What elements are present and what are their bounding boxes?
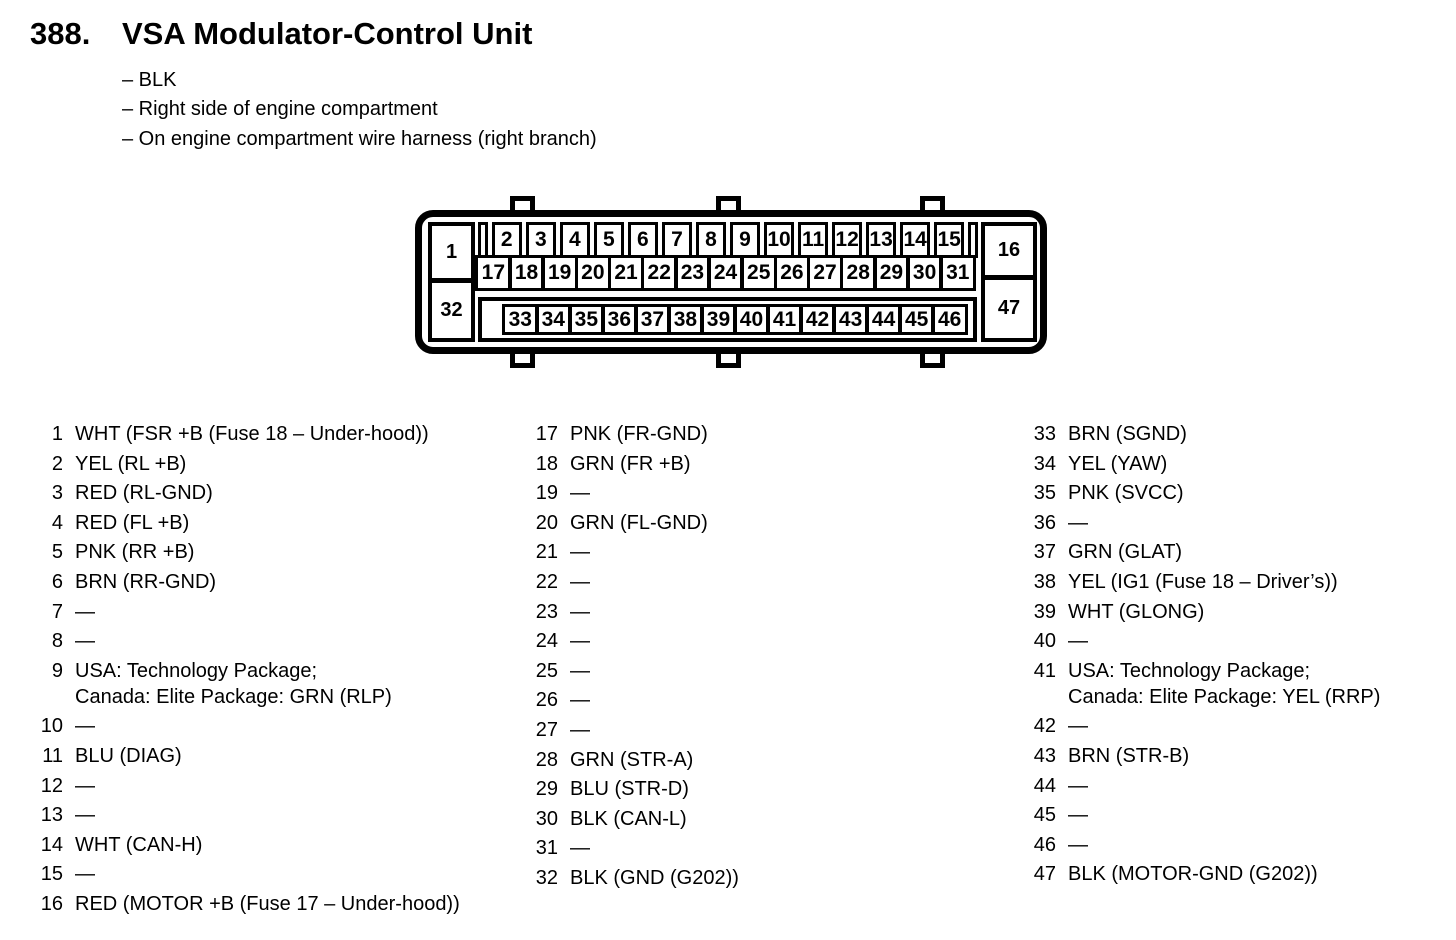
- connector-pin-7: 7: [662, 222, 693, 258]
- pin-description: BRN (RR-GND): [75, 570, 217, 593]
- pin-number: 12: [40, 774, 63, 797]
- pin-number: 2: [51, 452, 63, 475]
- connector-row-1: [478, 222, 978, 258]
- pin-description: —: [570, 718, 590, 741]
- pin-row-40: [1029, 628, 1380, 654]
- pin-row-10: [36, 713, 460, 739]
- pin-number: 43: [1033, 744, 1056, 767]
- pin-row-9: [36, 658, 460, 710]
- pin-row-34: [1029, 451, 1380, 477]
- pin-row-5: [36, 539, 460, 565]
- connector-blank-cell: [478, 222, 488, 258]
- pin-number: 20: [535, 511, 558, 534]
- pin-description: —: [1068, 804, 1088, 827]
- pin-description: BLU (DIAG): [75, 744, 182, 767]
- connector-pin-23: 23: [674, 255, 711, 291]
- pin-list-column-2: [531, 421, 739, 895]
- connector-pin-11: 11: [798, 222, 829, 258]
- pin-number: 30: [535, 807, 558, 830]
- pin-number: 6: [51, 570, 63, 593]
- pin-description: BRN (STR-B): [1068, 744, 1190, 767]
- pin-description: —: [570, 837, 590, 860]
- connector-pin-38: 38: [667, 304, 704, 335]
- pin-number: 47: [1033, 863, 1056, 886]
- connector-pin-28: 28: [840, 255, 877, 291]
- pin-description: —: [570, 689, 590, 712]
- connector-pin-3: 3: [526, 222, 557, 258]
- pin-row-29: [531, 776, 739, 802]
- pin-row-27: [531, 717, 739, 743]
- pin-row-12: [36, 773, 460, 799]
- pin-description: —: [75, 715, 95, 738]
- pin-number: 44: [1033, 774, 1056, 797]
- pin-row-19: [531, 480, 739, 506]
- pin-row-26: [531, 687, 739, 713]
- pin-row-20: [531, 510, 739, 536]
- pin-row-43: [1029, 743, 1380, 769]
- pin-row-22: [531, 569, 739, 595]
- connector-blank-cell: [968, 222, 978, 258]
- pin-row-16: [36, 891, 460, 917]
- pin-number: 27: [535, 718, 558, 741]
- connector-pin-1: 1: [428, 222, 475, 282]
- connector-pin-16: 16: [981, 222, 1037, 279]
- pin-row-41: [1029, 658, 1380, 710]
- section-number: 388.: [30, 16, 91, 51]
- pin-row-2: [36, 451, 460, 477]
- pin-number: 11: [42, 744, 63, 767]
- pin-number: 17: [535, 423, 558, 445]
- pin-description: BLK (CAN-L): [570, 807, 687, 830]
- note-harness: – On engine compartment wire harness (right branch): [122, 127, 597, 150]
- connector-diagram: [415, 196, 1047, 368]
- pin-description: —: [570, 630, 590, 653]
- pin-row-14: [36, 832, 460, 858]
- connector-pin-39: 39: [700, 304, 737, 335]
- page-title: [30, 16, 532, 52]
- pin-description: —: [1068, 833, 1088, 856]
- pin-description: GRN (STR-A): [570, 748, 694, 771]
- connector-pin-4: 4: [560, 222, 591, 258]
- pin-row-35: [1029, 480, 1380, 506]
- pin-number: 29: [535, 778, 558, 801]
- connector-pin-2: 2: [492, 222, 523, 258]
- pin-description-line-1: USA: Technology Package;: [75, 659, 318, 682]
- pin-row-6: [36, 569, 460, 595]
- section-title: VSA Modulator-Control Unit: [122, 16, 533, 51]
- connector-pin-12: 12: [832, 222, 863, 258]
- pin-row-11: [36, 743, 460, 769]
- pin-description: WHT (GLONG): [1068, 600, 1205, 623]
- pin-description-line-2: Canada: Elite Package: YEL (RRP): [1068, 685, 1381, 708]
- connector-pin-34: 34: [535, 304, 572, 335]
- pin-number: 34: [1033, 452, 1056, 475]
- pin-number: 39: [1033, 600, 1056, 623]
- connector-body: [415, 210, 1047, 354]
- connector-pin-41: 41: [766, 304, 803, 335]
- pin-description: WHT (CAN-H): [75, 833, 203, 856]
- pin-number: 32: [535, 866, 558, 889]
- pin-description: PNK (FR-GND): [570, 423, 708, 445]
- pin-number: 26: [535, 689, 558, 712]
- pin-description: —: [75, 630, 95, 653]
- connector-pin-44: 44: [865, 304, 902, 335]
- pin-number: 36: [1033, 511, 1056, 534]
- connector-pin-17: 17: [475, 255, 512, 291]
- pin-number: 28: [535, 748, 558, 771]
- pin-description: WHT (FSR +B (Fuse 18 – Under-hood)): [75, 423, 429, 445]
- pin-row-44: [1029, 773, 1380, 799]
- pin-list-column-1: [36, 421, 460, 921]
- pin-number: 21: [535, 541, 558, 564]
- note-color: – BLK: [122, 69, 177, 91]
- pin-row-18: [531, 451, 739, 477]
- pin-description: BLU (STR-D): [570, 778, 689, 801]
- pin-description: GRN (GLAT): [1068, 541, 1183, 564]
- pin-row-32: [531, 865, 739, 891]
- pin-description: —: [75, 600, 95, 623]
- connector-pin-40: 40: [733, 304, 770, 335]
- connector-pin-19: 19: [541, 255, 578, 291]
- pin-number: 18: [535, 452, 558, 475]
- pin-row-1: [36, 421, 460, 447]
- pin-number: 25: [535, 659, 558, 682]
- pin-row-33: [1029, 421, 1380, 447]
- pin-description: [1068, 658, 1380, 710]
- connector-pin-26: 26: [774, 255, 811, 291]
- pin-number: 9: [51, 659, 63, 682]
- pin-row-3: [36, 480, 460, 506]
- pin-row-25: [531, 658, 739, 684]
- pin-number: 8: [51, 630, 63, 653]
- pin-description: YEL (IG1 (Fuse 18 – Driver’s)): [1068, 570, 1338, 593]
- note-location: – Right side of engine compartment: [122, 98, 438, 121]
- connector-pin-31: 31: [939, 255, 976, 291]
- pin-row-46: [1029, 832, 1380, 858]
- connector-pin-13: 13: [866, 222, 897, 258]
- pin-description: YEL (YAW): [1068, 452, 1168, 475]
- connector-pin-30: 30: [906, 255, 943, 291]
- pin-number: 45: [1033, 804, 1056, 827]
- pin-description: YEL (RL +B): [75, 452, 187, 475]
- pin-row-36: [1029, 510, 1380, 536]
- pin-number: 13: [40, 804, 63, 827]
- pin-list-column-3: [1029, 421, 1380, 891]
- pin-description: —: [75, 804, 95, 827]
- connector-pin-33: 33: [502, 304, 539, 335]
- connector-pin-27: 27: [807, 255, 844, 291]
- pin-description: RED (FL +B): [75, 511, 190, 534]
- connector-row-3: [502, 304, 968, 335]
- pin-number: 19: [535, 482, 558, 505]
- pin-description: BLK (GND (G202)): [570, 866, 739, 889]
- pin-number: 46: [1033, 833, 1056, 856]
- pin-description: —: [75, 863, 95, 886]
- pin-number: 31: [535, 837, 558, 860]
- pin-row-37: [1029, 539, 1380, 565]
- pin-description: —: [570, 659, 590, 682]
- pin-number: 4: [51, 511, 63, 534]
- pin-description: —: [1068, 774, 1088, 797]
- pin-number: 40: [1033, 630, 1056, 653]
- pin-description: PNK (SVCC): [1068, 482, 1184, 505]
- connector-pin-5: 5: [594, 222, 625, 258]
- pin-description: —: [1068, 630, 1088, 653]
- connector-pin-42: 42: [799, 304, 836, 335]
- connector-pin-15: 15: [934, 222, 965, 258]
- pin-row-28: [531, 747, 739, 773]
- pin-row-4: [36, 510, 460, 536]
- connector-pin-36: 36: [601, 304, 638, 335]
- pin-number: 7: [51, 600, 63, 623]
- pin-row-47: [1029, 861, 1380, 887]
- pin-row-38: [1029, 569, 1380, 595]
- connector-pin-14: 14: [900, 222, 931, 258]
- pin-number: 24: [535, 630, 558, 653]
- pin-row-45: [1029, 802, 1380, 828]
- pin-description: PNK (RR +B): [75, 541, 195, 564]
- pin-description: —: [1068, 511, 1088, 534]
- pin-row-8: [36, 628, 460, 654]
- connector-pin-43: 43: [832, 304, 869, 335]
- connector-pin-35: 35: [568, 304, 605, 335]
- connector-pin-46: 46: [931, 304, 968, 335]
- pin-row-21: [531, 539, 739, 565]
- pin-description: —: [570, 570, 590, 593]
- pin-number: 5: [51, 541, 63, 564]
- pin-row-39: [1029, 599, 1380, 625]
- pin-number: 33: [1033, 423, 1056, 445]
- pin-description-line-2: Canada: Elite Package: GRN (RLP): [75, 685, 392, 708]
- pin-number: 41: [1033, 659, 1056, 682]
- pin-description: —: [1068, 715, 1088, 738]
- connector-pin-45: 45: [898, 304, 935, 335]
- pin-number: 23: [535, 600, 558, 623]
- pin-description: RED (MOTOR +B (Fuse 17 – Under-hood)): [75, 892, 460, 915]
- pin-description: [75, 658, 392, 710]
- pin-description: BLK (MOTOR-GND (G202)): [1068, 863, 1318, 886]
- pin-row-17: [531, 421, 739, 447]
- pin-row-7: [36, 599, 460, 625]
- connector-pin-47: 47: [981, 276, 1037, 343]
- connector-row-3-strip: [478, 297, 977, 342]
- pin-number: 16: [40, 892, 63, 915]
- connector-pin-8: 8: [696, 222, 727, 258]
- pin-number: 38: [1033, 570, 1056, 593]
- pin-row-24: [531, 628, 739, 654]
- pin-description: —: [570, 600, 590, 623]
- pin-description: GRN (FL-GND): [570, 511, 708, 534]
- connector-row-2: [475, 255, 976, 291]
- pin-number: 35: [1033, 482, 1056, 505]
- connector-pin-21: 21: [608, 255, 645, 291]
- pin-number: 1: [51, 423, 63, 445]
- pin-description: RED (RL-GND): [75, 482, 213, 505]
- pin-row-30: [531, 806, 739, 832]
- connector-pin-24: 24: [707, 255, 744, 291]
- pin-description: —: [570, 541, 590, 564]
- pin-row-42: [1029, 713, 1380, 739]
- connector-pin-10: 10: [764, 222, 795, 258]
- pin-description: BRN (SGND): [1068, 423, 1187, 445]
- pin-number: 10: [40, 715, 63, 738]
- pin-number: 42: [1033, 715, 1056, 738]
- connector-pin-18: 18: [508, 255, 545, 291]
- connector-notes: [122, 66, 597, 154]
- pin-row-31: [531, 835, 739, 861]
- pin-description: —: [75, 774, 95, 797]
- pin-row-13: [36, 802, 460, 828]
- connector-pin-32: 32: [428, 279, 475, 343]
- pin-number: 3: [51, 482, 63, 505]
- pin-row-23: [531, 599, 739, 625]
- connector-pin-9: 9: [730, 222, 761, 258]
- pin-number: 22: [535, 570, 558, 593]
- connector-pin-25: 25: [740, 255, 777, 291]
- pin-number: 37: [1033, 541, 1056, 564]
- connector-pin-22: 22: [641, 255, 678, 291]
- pin-number: 14: [40, 833, 63, 856]
- pin-row-15: [36, 861, 460, 887]
- connector-pin-29: 29: [873, 255, 910, 291]
- pin-description: GRN (FR +B): [570, 452, 691, 475]
- pin-description-line-1: USA: Technology Package;: [1068, 659, 1311, 682]
- pin-number: 15: [40, 863, 63, 886]
- connector-pin-37: 37: [634, 304, 671, 335]
- pin-description: —: [570, 482, 590, 505]
- connector-pin-6: 6: [628, 222, 659, 258]
- connector-pin-20: 20: [575, 255, 612, 291]
